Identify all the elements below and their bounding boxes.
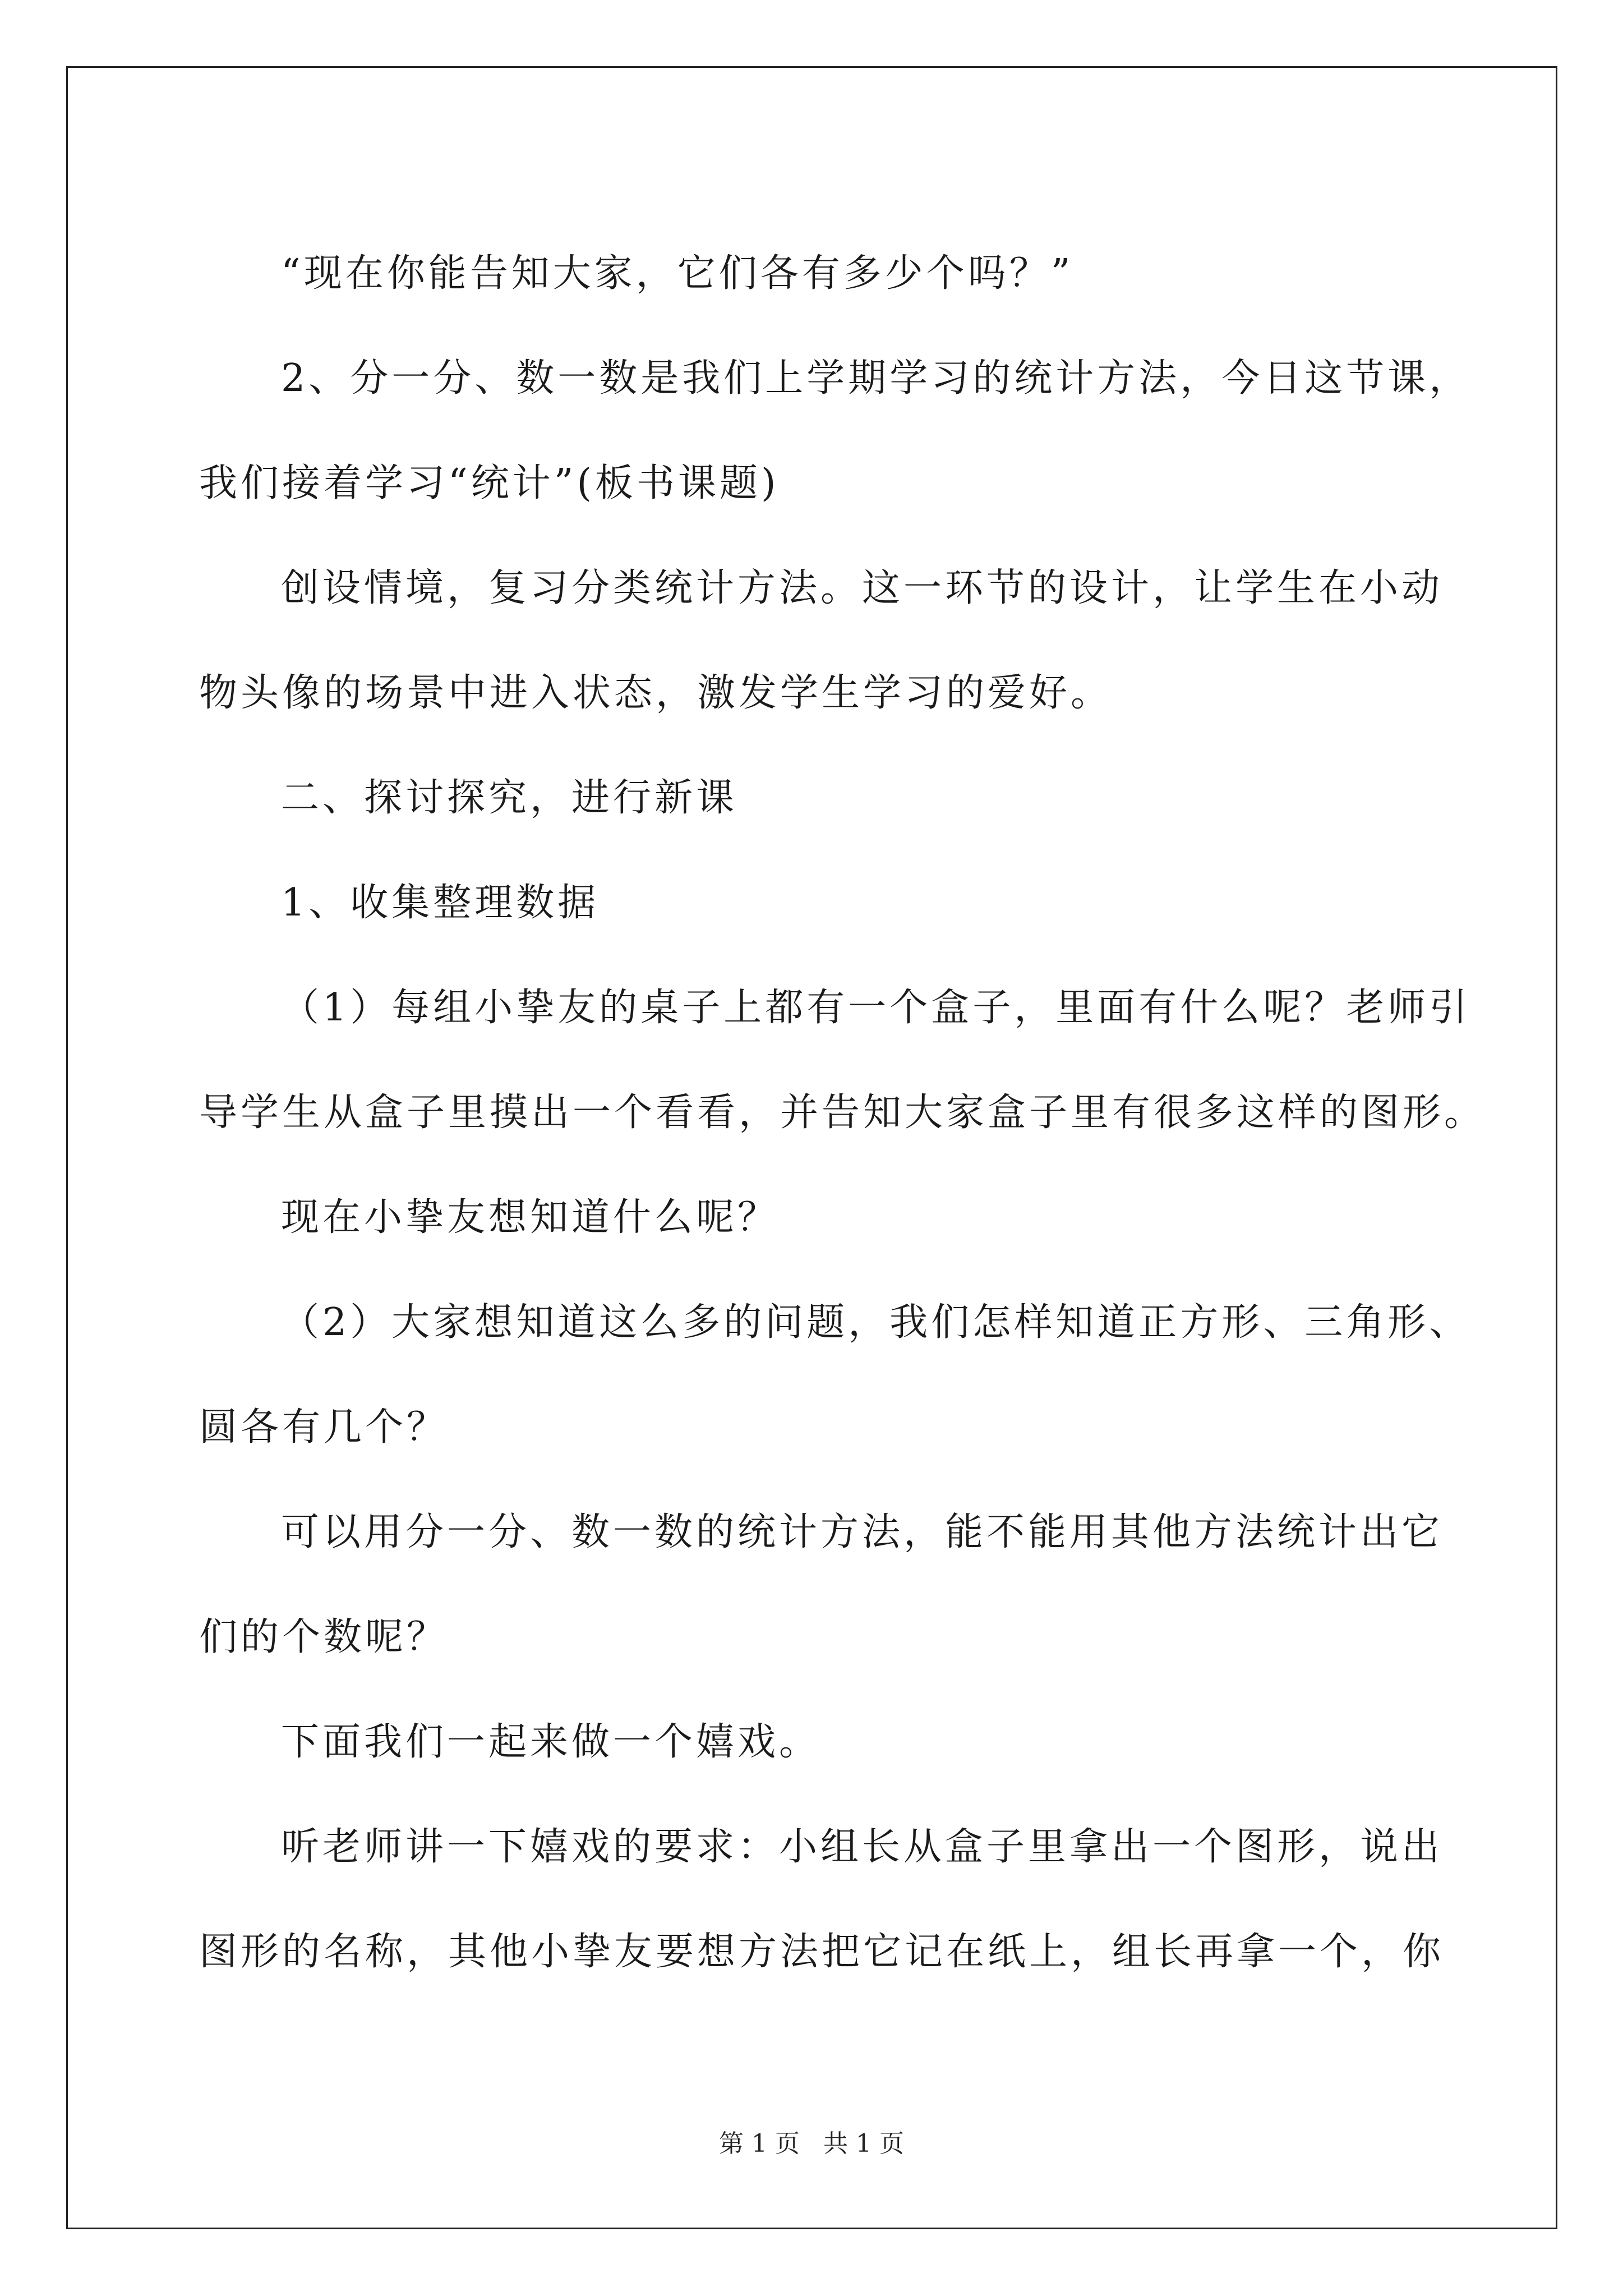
text-line: 图形的名称，其他小挚友要想方法把它记在纸上，组长再拿一个，你	[199, 1930, 1445, 1974]
text-line: 可以用分一分、数一数的统计方法，能不能用其他方法统计出它	[281, 1510, 1444, 1554]
text-line: 1、收集整理数据	[281, 881, 600, 925]
text-line: 2、分一分、数一数是我们上学期学习的统计方法，今日这节课，	[281, 356, 1471, 401]
text-line: 听老师讲一下嬉戏的要求：小组长从盒子里拿出一个图形，说出	[281, 1825, 1444, 1869]
text-line: 下面我们一起来做一个嬉戏。	[281, 1720, 821, 1764]
text-line: “现在你能告知大家，它们各有多少个吗？”	[281, 251, 1074, 296]
page-footer: 第 1 页 共 1 页	[719, 2129, 904, 2158]
text-line: 们的个数呢？	[199, 1615, 449, 1659]
text-line: 圆各有几个？	[199, 1405, 449, 1450]
text-line: （1）每组小挚友的桌子上都有一个盒子，里面有什么呢？老师引	[281, 986, 1471, 1030]
text-line: 二、探讨探究，进行新课	[281, 776, 738, 820]
text-line: （2）大家想知道这么多的问题，我们怎样知道正方形、三角形、	[281, 1300, 1471, 1345]
text-line: 创设情境，复习分类统计方法。这一环节的设计，让学生在小动	[281, 566, 1444, 610]
text-line: 物头像的场景中进入状态，激发学生学习的爱好。	[199, 671, 1113, 715]
text-line: 我们接着学习“统计”(板书课题)	[199, 461, 780, 505]
text-line: 现在小挚友想知道什么呢？	[281, 1195, 780, 1240]
text-line: 导学生从盒子里摸出一个看看，并告知大家盒子里有很多这样的图形。	[199, 1091, 1486, 1135]
